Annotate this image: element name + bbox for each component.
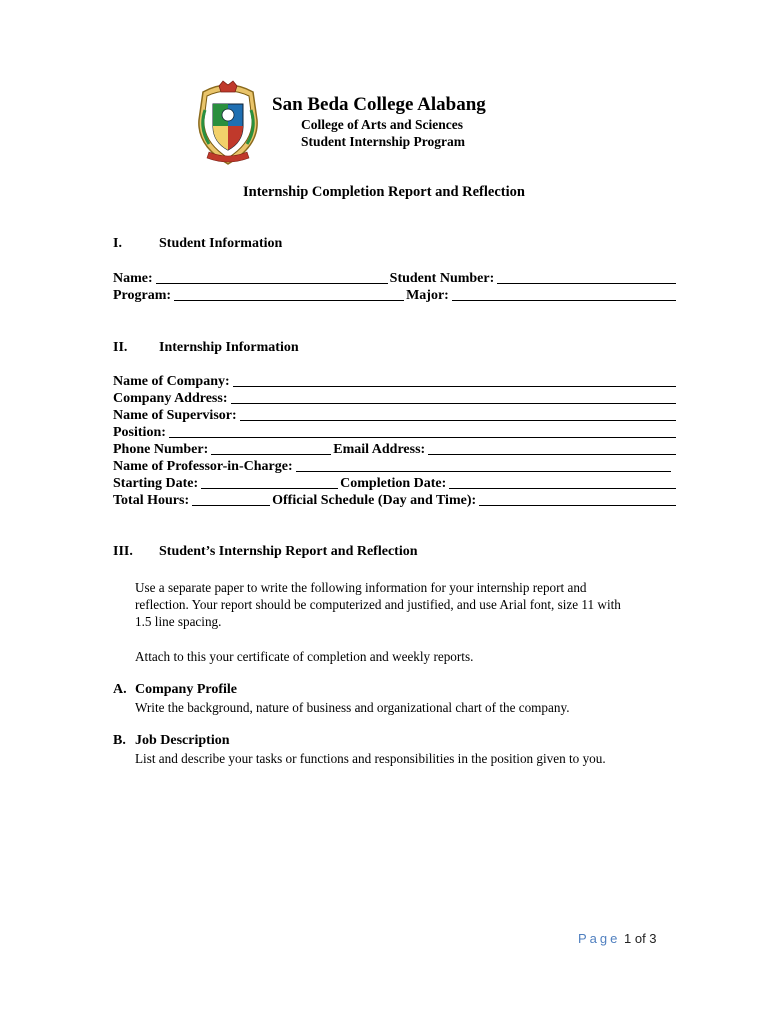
company-name-field[interactable] (233, 386, 676, 387)
row-name-student-number (113, 270, 678, 287)
completion-date-field[interactable] (449, 488, 676, 489)
row-dates (113, 475, 678, 492)
name-field[interactable] (156, 283, 388, 284)
phone-field[interactable] (211, 454, 331, 455)
attach-instructions: Attach to this your certificate of completion and weekly reports. (135, 649, 474, 664)
supervisor-field[interactable] (240, 420, 676, 421)
section-2-number: II. (113, 340, 128, 355)
row-company-address (113, 390, 678, 407)
position-field[interactable] (169, 437, 676, 438)
company-address-label: Company Address: (113, 391, 228, 406)
completion-date-label: Completion Date: (340, 476, 447, 491)
section-3-number: III. (113, 544, 133, 559)
schedule-label: Official Schedule (Day and Time): (272, 493, 477, 508)
instructions-line-2: reflection. Your report should be computerized and justified, and use Arial font, size 11 with (135, 597, 621, 612)
page-number-footer (578, 931, 657, 946)
email-field[interactable] (428, 454, 676, 455)
item-b-text: List and describe your tasks or functions and responsibilities in the position given to you. (135, 751, 606, 766)
item-b-letter: B. (113, 733, 126, 748)
major-label: Major: (406, 288, 449, 303)
student-number-label: Student Number: (389, 271, 495, 286)
school-crest-icon (193, 80, 263, 166)
starting-date-field[interactable] (201, 488, 338, 489)
section-1-number: I. (113, 236, 122, 251)
instructions-line-3: 1.5 line spacing. (135, 614, 222, 629)
student-number-field[interactable] (497, 283, 676, 284)
row-hours-schedule (113, 492, 678, 509)
school-crest-logo (193, 80, 263, 166)
starting-date-label: Starting Date: (113, 476, 199, 491)
section-2-title: Internship Information (159, 340, 299, 355)
section-3-title: Student’s Internship Report and Reflection (159, 544, 418, 559)
company-address-field[interactable] (231, 403, 677, 404)
email-label: Email Address: (333, 442, 426, 457)
instructions-line-1: Use a separate paper to write the following information for your internship report and (135, 580, 587, 595)
item-a-heading: Company Profile (135, 682, 238, 697)
phone-label: Phone Number: (113, 442, 209, 457)
row-company-name (113, 373, 678, 390)
name-label: Name: (113, 271, 153, 286)
section-1-title: Student Information (159, 236, 283, 251)
professor-label: Name of Professor-in-Charge: (113, 459, 293, 474)
total-hours-label: Total Hours: (113, 493, 190, 508)
item-a-text: Write the background, nature of business and organizational chart of the company. (135, 700, 570, 715)
total-hours-field[interactable] (192, 505, 270, 506)
row-phone-email (113, 441, 678, 458)
program-label: Program: (113, 288, 172, 303)
item-b-heading: Job Description (135, 733, 230, 748)
schedule-field[interactable] (479, 505, 676, 506)
row-professor (113, 458, 673, 475)
major-field[interactable] (452, 300, 676, 301)
college-subtitle-1: College of Arts and Sciences (301, 117, 463, 132)
position-label: Position: (113, 425, 166, 440)
item-a-letter: A. (113, 682, 127, 697)
document-title: Internship Completion Report and Reflection (243, 184, 525, 200)
professor-field[interactable] (296, 471, 671, 472)
page-number: 1 of 3 (624, 931, 657, 946)
company-name-label: Name of Company: (113, 374, 230, 389)
college-name: San Beda College Alabang (272, 94, 486, 115)
college-subtitle-2: Student Internship Program (301, 134, 466, 149)
row-position (113, 424, 678, 441)
page-label: Page (578, 931, 621, 946)
row-supervisor (113, 407, 678, 424)
row-program-major (113, 287, 678, 304)
program-field[interactable] (174, 300, 404, 301)
supervisor-label: Name of Supervisor: (113, 408, 237, 423)
